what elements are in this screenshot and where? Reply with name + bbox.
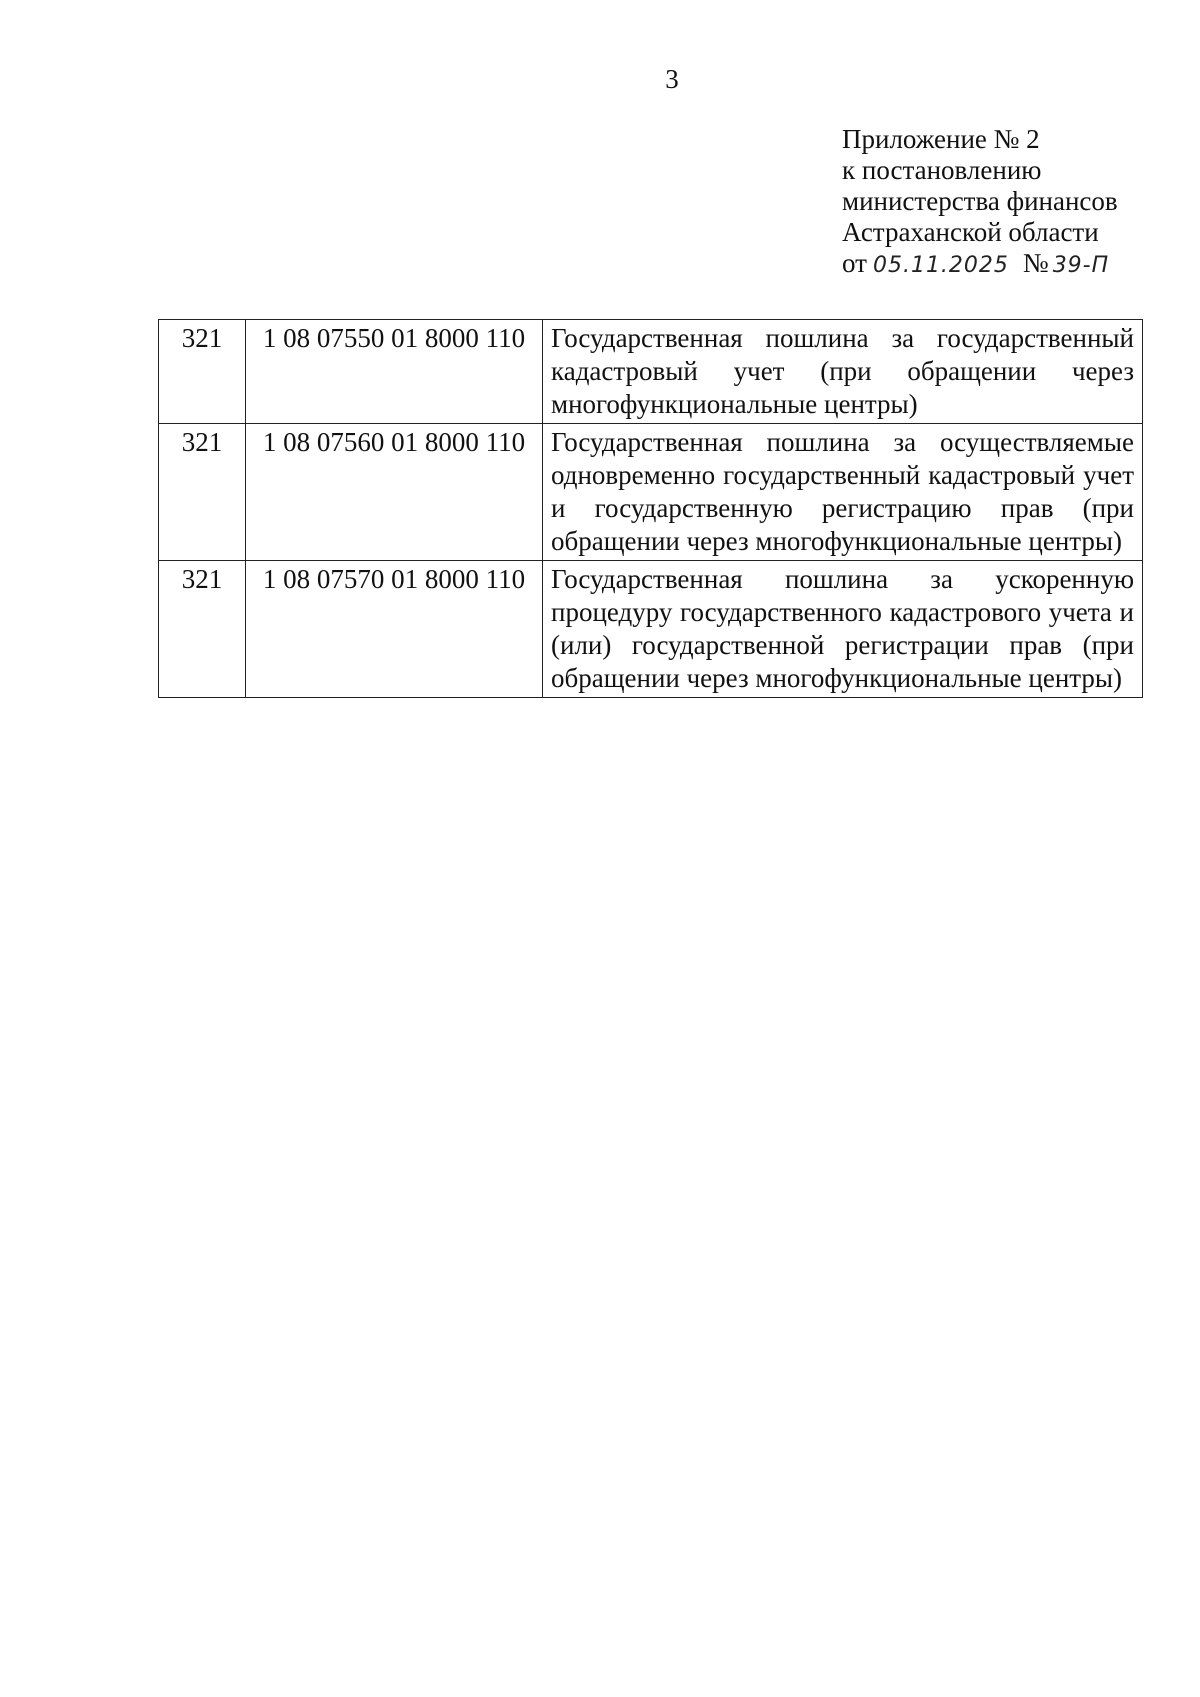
table-row [159,424,1143,561]
appendix-date-line [842,248,1118,281]
appendix-line-2: к постановлению [842,155,1042,185]
revenue-name-cell: Государственная пошлина за осуществляемые одновременно государственный кадастровый учет и государственную регистрацию прав (при обращении через многофункциональные центры) [543,424,1143,561]
budget-code-cell: 1 08 07560 01 8000 110 [246,424,543,561]
budget-code-cell: 1 08 07570 01 8000 110 [246,561,543,698]
revenue-name-cell: Государственная пошлина за государственный кадастровый учет (при обращении через многофункциональные центры) [543,320,1143,424]
admin-code-cell: 321 [159,424,246,561]
table-row [159,561,1143,698]
admin-code-cell: 321 [159,561,246,698]
budget-code-cell: 1 08 07550 01 8000 110 [246,320,543,424]
page-number: 3 [665,64,679,94]
date-prefix: от [842,248,867,278]
number-prefix: № [1022,248,1049,278]
revenue-name-cell: Государственная пошлина за ускоренную процедуру государственного кадастрового учета и (или) государственной регистрации прав (при обращении через многофункциональные центры) [543,561,1143,698]
appendix-line-3: министерства финансов [842,186,1118,216]
appendix-line-4: Астраханской области [842,217,1099,247]
handwritten-number: 39-П [1052,253,1110,278]
appendix-header [842,124,1118,281]
budget-codes-table [158,319,1143,698]
table-row [159,320,1143,424]
admin-code-cell: 321 [159,320,246,424]
appendix-title: Приложение № 2 [842,124,1040,154]
handwritten-date: 05.11.2025 [872,253,1009,278]
